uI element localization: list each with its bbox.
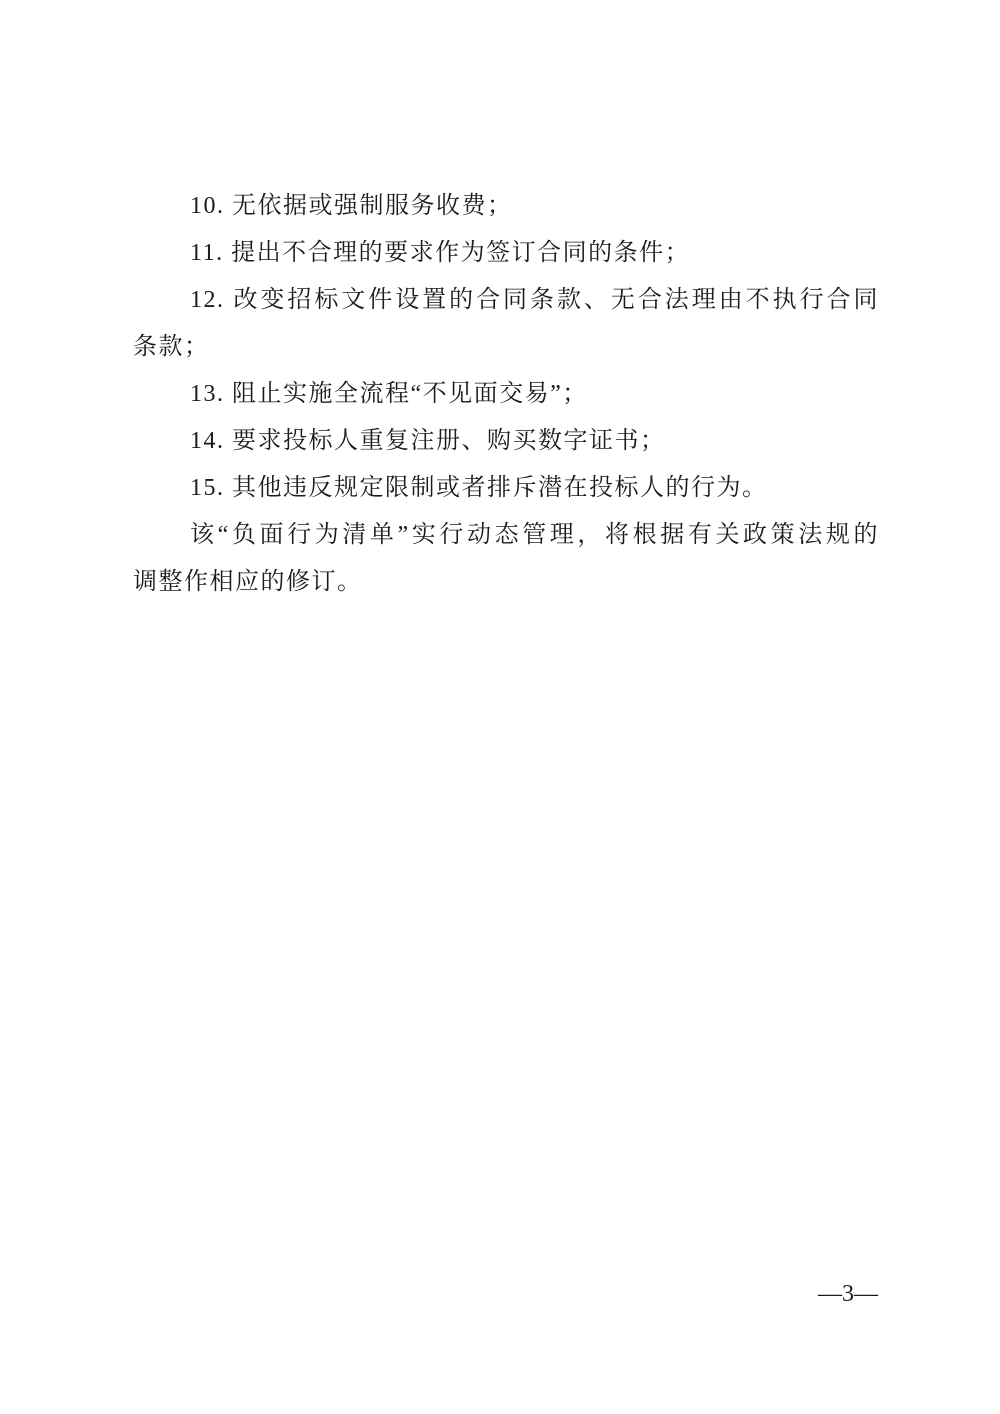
text-line: 调整作相应的修订。 — [133, 569, 363, 595]
text-line: 11. 提出不合理的要求作为签订合同的条件； — [190, 240, 691, 266]
text-line: 10. 无依据或强制服务收费； — [190, 193, 513, 219]
text-line: 12. 改变招标文件设置的合同条款、无合法理由不执行合同 — [190, 287, 879, 313]
text-line: 14. 要求投标人重复注册、购买数字证书； — [190, 428, 666, 454]
page-number: —3— — [818, 1281, 878, 1307]
text-line: 15. 其他违反规定限制或者排斥潜在投标人的行为。 — [190, 475, 768, 501]
text-line: 该“负面行为清单”实行动态管理，将根据有关政策法规的 — [190, 522, 879, 548]
text-line: 13. 阻止实施全流程“不见面交易”； — [190, 381, 588, 407]
document-body — [133, 183, 879, 606]
text-line: 条款； — [133, 334, 210, 360]
